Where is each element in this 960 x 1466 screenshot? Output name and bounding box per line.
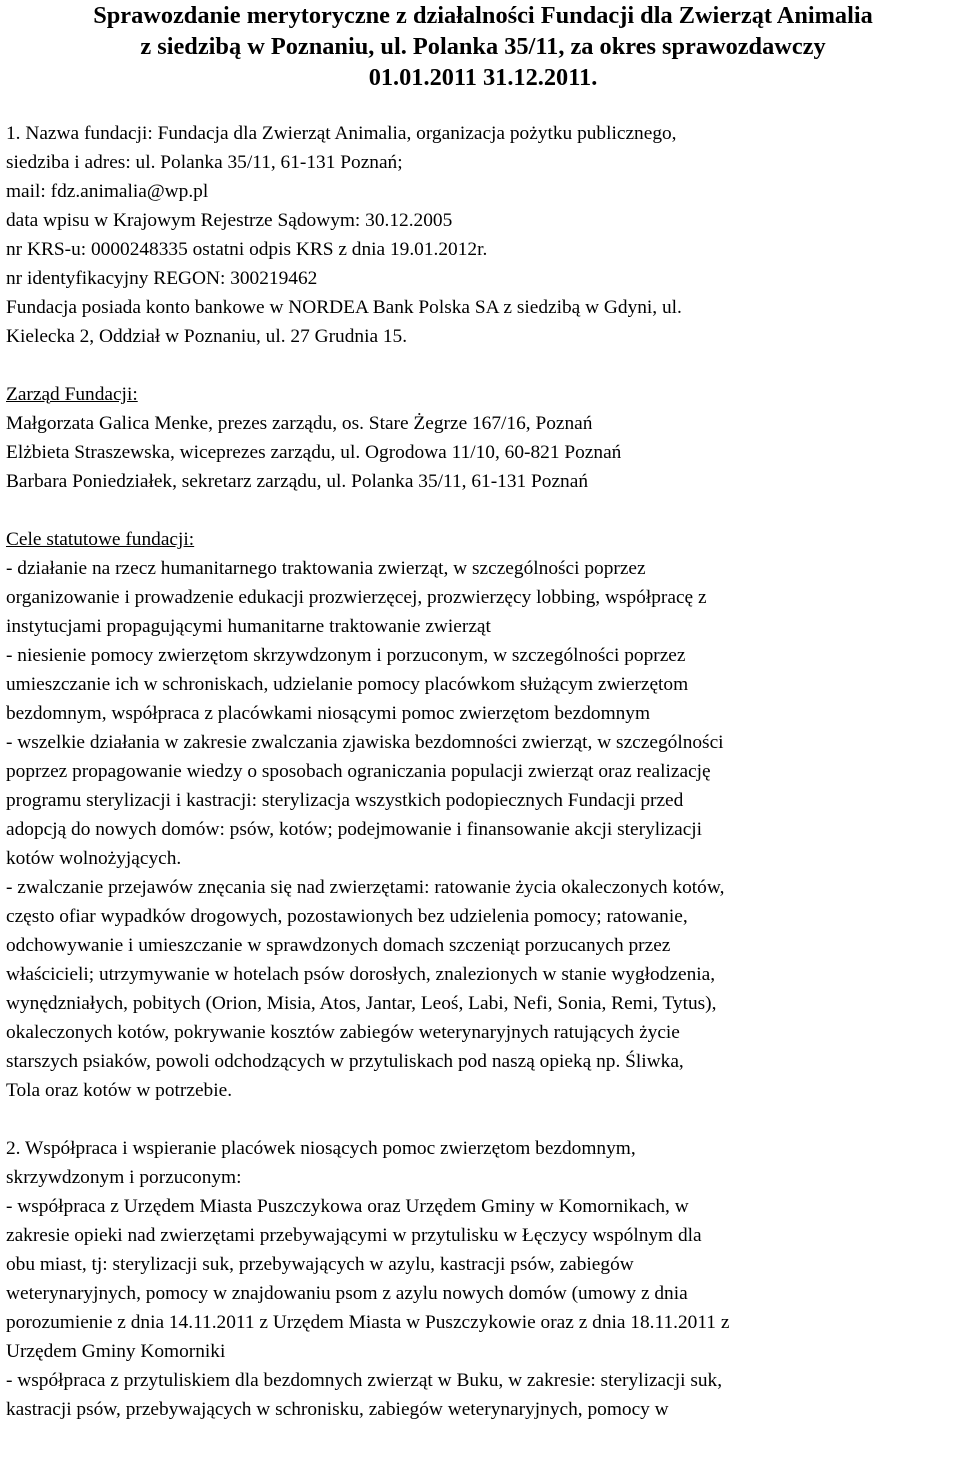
text-line: Fundacja posiada konto bankowe w NORDEA Bank Polska SA z siedzibą w Gdyni, ul.: [6, 297, 682, 318]
text-line: zakresie opieki nad zwierzętami przebywającymi w przytulisku w Łęczycy wspólnym dla: [6, 1225, 702, 1246]
document-title: [6, 0, 960, 93]
text-line: - działanie na rzecz humanitarnego traktowania zwierząt, w szczególności poprzez: [6, 558, 646, 579]
text-line: nr KRS-u: 0000248335 ostatni odpis KRS z dnia 19.01.2012r.: [6, 239, 488, 260]
email-line: mail: fdz.animalia@wp.pl: [6, 181, 209, 202]
text-line: bezdomnym, współpraca z placówkami niosącymi pomoc zwierzętom bezdomnym: [6, 703, 651, 724]
text-line: kotów wolnożyjących.: [6, 848, 182, 869]
text-line: starszych psiaków, powoli odchodzących w przytuliskach pod naszą opieką np. Śliwka,: [6, 1051, 684, 1072]
text-line: siedziba i adres: ul. Polanka 35/11, 61-131 Poznań;: [6, 152, 403, 173]
text-line: Urzędem Gminy Komorniki: [6, 1341, 226, 1362]
text-line: nr identyfikacyjny REGON: 300219462: [6, 268, 318, 289]
text-line: weterynaryjnych, pomocy w znajdowaniu psom z azylu nowych domów (umowy z dnia: [6, 1283, 688, 1304]
text-line: organizowanie i prowadzenie edukacji prozwierzęcej, prozwierzęcy lobbing, współpracę z: [6, 587, 707, 608]
text-line: Tola oraz kotów w potrzebie.: [6, 1080, 233, 1101]
spacer: [6, 351, 960, 380]
text-line: - wszelkie działania w zakresie zwalczania zjawiska bezdomności zwierząt, w szczególności: [6, 732, 724, 753]
spacer: [6, 496, 960, 525]
text-line: - współpraca z Urzędem Miasta Puszczykowa oraz Urzędem Gminy w Komornikach, w: [6, 1196, 689, 1217]
text-line: poprzez propagowanie wiedzy o sposobach ograniczania populacji zwierząt oraz realizację: [6, 761, 711, 782]
board-section: [6, 380, 960, 496]
spacer: [6, 1105, 960, 1134]
section-heading: 2. Współpraca i wspieranie placówek niosących pomoc zwierzętom bezdomnym,: [6, 1138, 636, 1159]
text-line: - niesienie pomocy zwierzętom skrzywdzonym i porzuconym, w szczególności poprzez: [6, 645, 686, 666]
text-line: okaleczonych kotów, pokrywanie kosztów zabiegów weterynaryjnych ratujących życie: [6, 1022, 680, 1043]
title-line: z siedzibą w Poznaniu, ul. Polanka 35/11, za okres sprawozdawczy: [140, 33, 826, 60]
text-line: kastracji psów, przebywających w schronisku, zabiegów weterynaryjnych, pomocy w: [6, 1399, 669, 1420]
text-line: porozumienie z dnia 14.11.2011 z Urzędem Miasta w Puszczykowie oraz z dnia 18.11.2011 z: [6, 1312, 730, 1333]
text-line: właścicieli; utrzymywanie w hotelach psów dorosłych, znalezionych w stanie wygłodzenia,: [6, 964, 716, 985]
text-line: często ofiar wypadków drogowych, pozostawionych bez udzielenia pomocy; ratowanie,: [6, 906, 688, 927]
board-member: Barbara Poniedziałek, sekretarz zarządu, ul. Polanka 35/11, 61-131 Poznań: [6, 471, 589, 492]
text-line: data wpisu w Krajowym Rejestrze Sądowym: 30.12.2005: [6, 210, 453, 231]
text-line: instytucjami propagującymi humanitarne traktowanie zwierząt: [6, 616, 491, 637]
title-line: 01.01.2011 31.12.2011.: [368, 64, 598, 91]
section-2: [6, 1134, 960, 1424]
foundation-info: [6, 119, 960, 351]
text-line: Kielecka 2, Oddział w Poznaniu, ul. 27 Grudnia 15.: [6, 326, 408, 347]
goals-section: [6, 525, 960, 1105]
text-line: umieszczanie ich w schroniskach, udzielanie pomocy placówkom służącym zwierzętom: [6, 674, 689, 695]
text-line: obu miast, tj: sterylizacji suk, przebywających w azylu, kastracji psów, zabiegów: [6, 1254, 634, 1275]
goals-heading: Cele statutowe fundacji:: [6, 529, 195, 550]
title-line: Sprawozdanie merytoryczne z działalności Fundacji dla Zwierząt Animalia: [93, 2, 873, 29]
text-line: 1. Nazwa fundacji: Fundacja dla Zwierząt Animalia, organizacja pożytku publicznego,: [6, 123, 677, 144]
text-line: skrzywdzonym i porzuconym:: [6, 1167, 242, 1188]
text-line: wynędzniałych, pobitych (Orion, Misia, Atos, Jantar, Leoś, Labi, Nefi, Sonia, Remi, Tytus),: [6, 993, 717, 1014]
board-member: Małgorzata Galica Menke, prezes zarządu, os. Stare Żegrze 167/16, Poznań: [6, 413, 593, 434]
text-line: odchowywanie i umieszczanie w sprawdzonych domach szczeniąt porzucanych przez: [6, 935, 671, 956]
text-line: programu sterylizacji i kastracji: sterylizacja wszystkich podopiecznych Fundacji przed: [6, 790, 684, 811]
board-member: Elżbieta Straszewska, wiceprezes zarządu, ul. Ogrodowa 11/10, 60-821 Poznań: [6, 442, 622, 463]
text-line: - zwalczanie przejawów znęcania się nad zwierzętami: ratowanie życia okaleczonych kotów,: [6, 877, 725, 898]
spacer: [6, 93, 960, 119]
board-heading: Zarząd Fundacji:: [6, 384, 138, 405]
text-line: adopcją do nowych domów: psów, kotów; podejmowanie i finansowanie akcji sterylizacji: [6, 819, 703, 840]
text-line: - współpraca z przytuliskiem dla bezdomnych zwierząt w Buku, w zakresie: sterylizacji suk,: [6, 1370, 723, 1391]
